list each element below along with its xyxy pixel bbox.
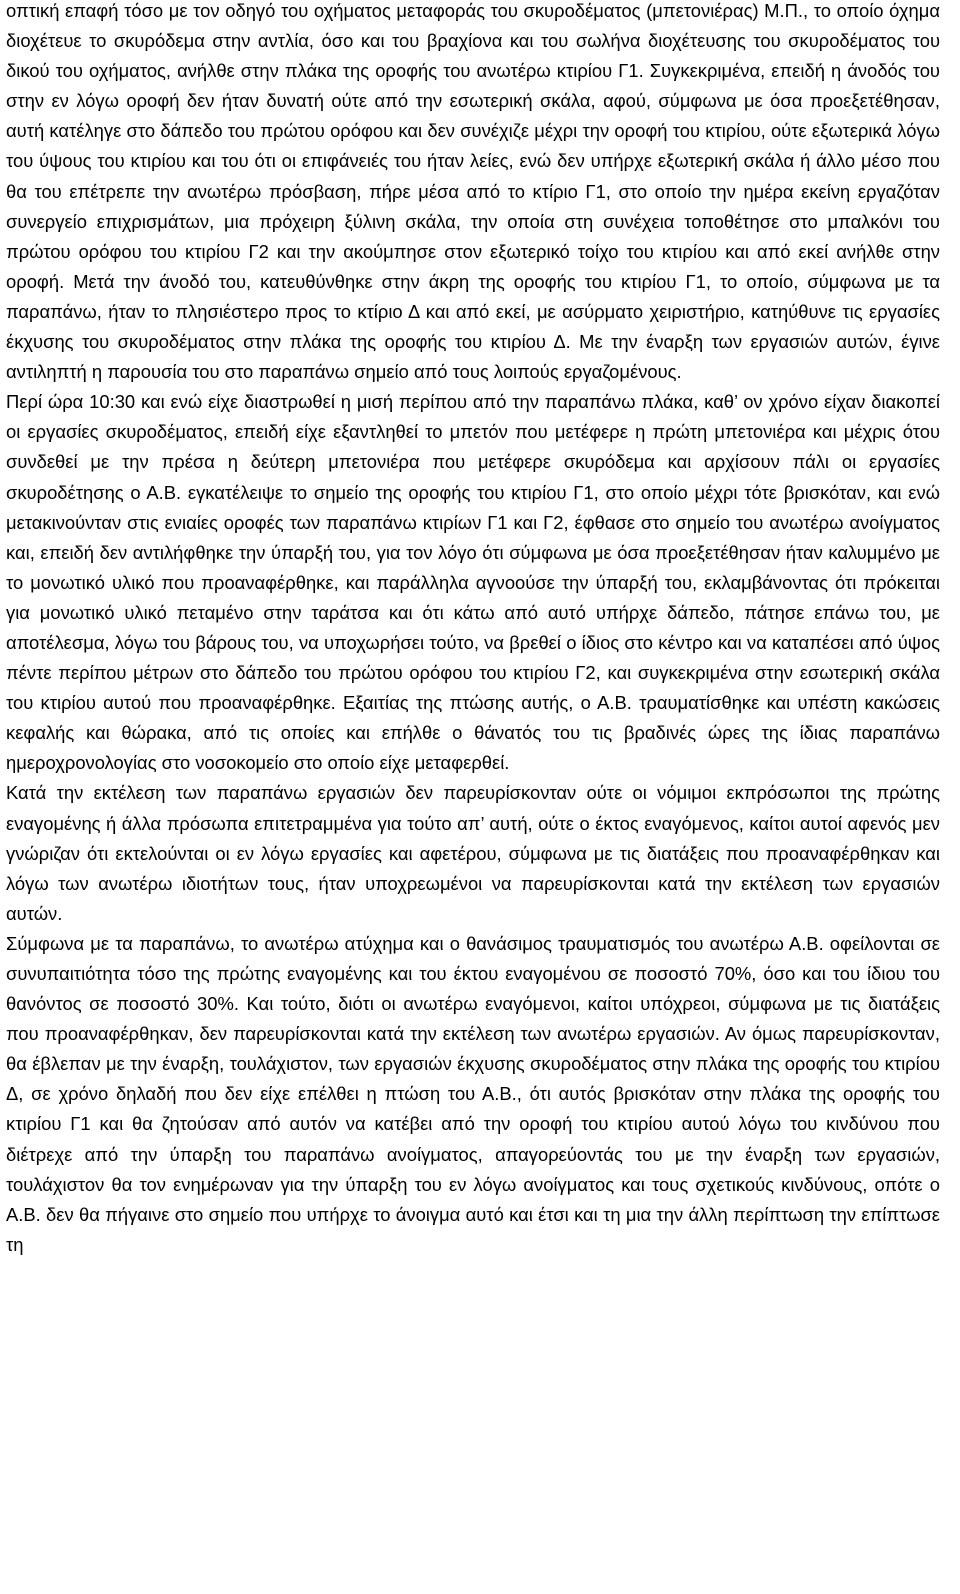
paragraph-liability: Σύμφωνα με τα παραπάνω, το ανωτέρω ατύχημα και ο θανάσιμος τραυματισμός του ανωτέρω Α.Β. οφείλονται σε συνυπαιτιότητα τόσο της πρώτης εναγομένης και του έκτου εναγομένου σε ποσοστό 70%, όσο και του ίδιου του θανόντος σε ποσοστό 30%. Και τούτο, διότι οι ανωτέρω εναγόμενοι, καίτοι υπόχρεοι, σύμφωνα με τις διατάξεις που προαναφέρθηκαν, δεν παρευρίσκονται κατά την εκτέλεση των ανωτέρω εργασιών. Αν όμως παρευρίσκονταν, θα έβλεπαν με την έναρξη, τουλάχιστον, των εργασιών έκχυσης σκυροδέματος στην πλάκα της οροφής του κτιρίου Δ, σε χρόνο δηλαδή που δεν είχε επέλθει η πτώση του Α.Β., ότι αυτός βρισκόταν στην πλάκα της οροφής του κτιρίου Γ1 και θα ζητούσαν από αυτόν να κατέβει από την οροφή του κτιρίου αυτού λόγω του κινδύνου που διέτρεχε από την ύπαρξη του παραπάνω ανοίγματος, απαγορεύοντάς του με την έναρξη των εργασιών, τουλάχιστον θα τον ενημέρωναν για την ύπαρξη του εν λόγω ανοίγματος και τους σχετικούς κινδύνους, οπότε ο Α.Β. δεν θα πήγαινε στο σημείο που υπήρχε το άνοιγμα αυτό και έτσι και τη μια την άλλη περίπτωση την επίπτωσε τη [6, 932, 940, 1255]
paragraph-fall-incident: Περί ώρα 10:30 και ενώ είχε διαστρωθεί η μισή περίπου από την παραπάνω πλάκα, καθ’ ον χρόνο είχαν διακοπεί οι εργασίες σκυροδέματος, επειδή είχε εξαντληθεί το μπετόν που μετέφερε η πρώτη μπετονιέρα και μέχρις ότου συνδεθεί με την πρέσα η δεύτερη μπετονιέρα που μετέφερε σκυρόδεμα και αρχίσουν πάλι οι εργασίες σκυροδέτησης ο Α.Β. εγκατέλειψε το σημείο της οροφής του κτιρίου Γ1, στο οποίο μέχρι τότε βρισκόταν, και ενώ μετακινούνταν στις ενιαίες οροφές των παραπάνω κτιρίων Γ1 και Γ2, έφθασε στο σημείο του ανωτέρω ανοίγματος και, επειδή δεν αντιλήφθηκε την ύπαρξή του, για τον λόγο ότι σύμφωνα με όσα προεξετέθησαν ήταν καλυμμένο με το μονωτικό υλικό που προαναφέρθηκε, και παράλληλα αγνοούσε την ύπαρξή του, εκλαμβάνοντας ότι πρόκειται για μονωτικό υλικό πεταμένο στην ταράτσα και ότι κάτω από αυτό υπήρχε δάπεδο, πάτησε επάνω του, με αποτέλεσμα, λόγω του βάρους του, να υποχωρήσει τούτο, να βρεθεί ο ίδιος στο κέντρο και να καταπέσει από ύψος πέντε περίπου μέτρων στο δάπεδο του πρώτου ορόφου του κτιρίου Γ2, και συγκεκριμένα στην εσωτερική σκάλα του κτιρίου αυτού που προαναφέρθηκε. Εξαιτίας της πτώσης αυτής, ο Α.Β. τραυματίσθηκε και υπέστη κακώσεις κεφαλής και θώρακα, από τις οποίες και επήλθε ο θάνατός του τις βραδινές ώρες της ίδιας παραπάνω ημεροχρονολογίας στο νοσοκομείο στο οποίο είχε μεταφερθεί. [6, 391, 940, 774]
document-page [6, 0, 940, 1260]
paragraph-roof-access: οπτική επαφή τόσο με τον οδηγό του οχήματος μεταφοράς του σκυροδέματος (μπετονιέρας) Μ.Π., το οποίο όχημα διοχέτευε το σκυρόδεμα στην αντλία, όσο και του βραχίονα και του σωλήνα διοχέτευσης του σκυροδέματος του δικού του οχήματος, ανήλθε στην πλάκα της οροφής του ανωτέρω κτιρίου Γ1. Συγκεκριμένα, επειδή η άνοδός του στην εν λόγω οροφή δεν ήταν δυνατή ούτε από την εσωτερική σκάλα, αφού, σύμφωνα με όσα προεξετέθησαν, αυτή κατέληγε στο δάπεδο του πρώτου ορόφου και δεν συνέχιζε μέχρι την οροφή του κτιρίου, ούτε εξωτερικά λόγω του ύψους του κτιρίου και του ότι οι επιφάνειές του ήταν λείες, ενώ δεν υπήρχε εξωτερική σκάλα ή άλλο μέσο που θα του επέτρεπε την ανωτέρω πρόσβαση, πήρε μέσα από το κτίριο Γ1, στο οποίο την ημέρα εκείνη εργαζόταν συνεργείο επιχρισμάτων, μια πρόχειρη ξύλινη σκάλα, την οποία στη συνέχεια τοποθέτησε στο μπαλκόνι του πρώτου ορόφου του κτιρίου Γ2 και την ακούμπησε στον εξωτερικό τοίχο του κτιρίου και από εκεί ανήλθε στην οροφή. Μετά την άνοδό του, κατευθύνθηκε στην άκρη της οροφής του κτιρίου Γ1, το οποίο, σύμφωνα με τα παραπάνω, ήταν το πλησιέστερο προς το κτίριο Δ και από εκεί, με ασύρματο χειριστήριο, κατηύθυνε τις εργασίες έκχυσης του σκυροδέματος στην πλάκα της οροφής του κτιρίου Δ. Με την έναρξη των εργασιών αυτών, έγινε αντιληπτή η παρουσία του στο παραπάνω σημείο από τους λοιπούς εργαζομένους. [6, 0, 940, 383]
paragraph-absent-supervisors: Κατά την εκτέλεση των παραπάνω εργασιών δεν παρευρίσκονταν ούτε οι νόμιμοι εκπρόσωποι της πρώτης εναγομένης ή άλλα πρόσωπα επιτετραμμένα για τούτο απ’ αυτή, ούτε ο έκτος εναγόμενος, καίτοι αυτοί αφενός μεν γνώριζαν ότι εκτελούνται οι εν λόγω εργασίες και αφετέρου, σύμφωνα με τις διατάξεις που προαναφέρθηκαν και λόγω των ανωτέρω ιδιοτήτων τους, ήταν υποχρεωμένοι να παρευρίσκονται κατά την εκτέλεση των εργασιών αυτών. [6, 782, 940, 924]
